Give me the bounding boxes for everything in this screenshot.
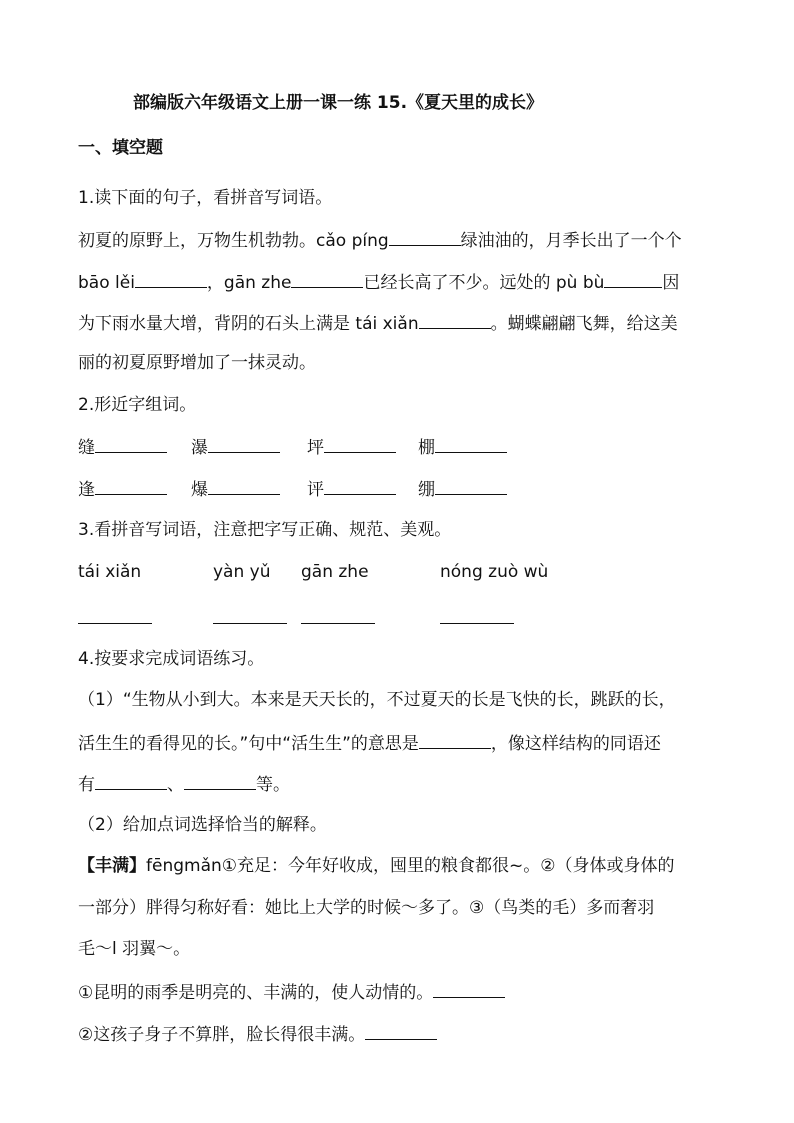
pinyin-label: yàn yǔ: [213, 562, 271, 582]
char-label: 坪: [307, 438, 324, 458]
question-4-part-1-line-1: （1）“生物从小到大。本来是天天长的，不过夏天的长是飞快的长，跳跃的长，: [78, 690, 676, 710]
answer-blank[interactable]: [435, 476, 507, 495]
answer-blank[interactable]: [95, 434, 167, 453]
char-item: [418, 434, 507, 460]
definition-line-2: 一部分）胖得匀称好看：她比上大学的时候～多了。③（鸟类的毛）多而奢羽: [78, 898, 655, 918]
definition-line-3: 毛～l 羽翼～。: [78, 939, 191, 959]
char-label: 逢: [78, 480, 95, 500]
question-4-part-1-line-3: [78, 771, 290, 797]
q4-text: 等。: [256, 775, 290, 795]
definition-line-1: [78, 854, 675, 878]
q1-text: 初夏的原野上，万物生机勃勃。cǎo píng: [78, 231, 389, 251]
char-label: 棚: [418, 438, 435, 458]
q1-text: 。蝴蝶翩翩飞舞，给这美: [490, 314, 678, 334]
q1-text: bāo lěi: [78, 273, 135, 293]
char-label: 爆: [191, 480, 208, 500]
answer-blank[interactable]: [604, 269, 662, 288]
q4-text: 、: [167, 775, 184, 795]
pinyin-label: tái xiǎn: [78, 562, 142, 582]
q4-text: ，像这样结构的同语还: [490, 734, 661, 754]
char-item: [191, 434, 280, 460]
answer-blank[interactable]: [365, 1021, 437, 1040]
char-label: 瀑: [191, 438, 208, 458]
answer-blank[interactable]: [208, 476, 280, 495]
sentence-2: [78, 1021, 437, 1047]
definition-text: fēngmǎn①充足：今年好收成，囤里的粮食都很~。②（身体或身体的: [146, 856, 675, 876]
answer-blank[interactable]: [301, 623, 375, 624]
answer-blank[interactable]: [389, 227, 461, 246]
char-label: 绷: [418, 480, 435, 500]
question-4-part-1-line-2: [78, 730, 661, 756]
answer-blank[interactable]: [184, 771, 256, 790]
answer-blank[interactable]: [324, 476, 396, 495]
sentence-1: [78, 979, 505, 1005]
char-item: [307, 476, 396, 502]
answer-blank[interactable]: [78, 623, 152, 624]
question-4-part-2: （2）给加点词选择恰当的解释。: [78, 815, 327, 835]
question-2-prompt: 2.形近字组词。: [78, 395, 197, 415]
answer-blank[interactable]: [135, 269, 207, 288]
section-heading: 一、填空题: [78, 138, 163, 158]
answer-blank[interactable]: [440, 623, 514, 624]
page-title: 部编版六年级语文上册一课一练 15.《夏天里的成长》: [133, 93, 544, 113]
char-item: [307, 434, 396, 460]
char-label: 缝: [78, 438, 95, 458]
answer-blank[interactable]: [95, 476, 167, 495]
q1-text: ，gān zhe: [206, 273, 292, 293]
answer-blank[interactable]: [435, 434, 507, 453]
answer-blank[interactable]: [419, 730, 491, 749]
q4-text: 有: [78, 775, 95, 795]
pinyin-label: nóng zuò wù: [440, 562, 549, 582]
question-1-line-4: 丽的初夏原野增加了一抹灵动。: [78, 353, 316, 373]
answer-blank[interactable]: [213, 623, 287, 624]
char-item: [78, 476, 167, 502]
sentence-text: ②这孩子身子不算胖，脸长得很丰满。: [78, 1025, 366, 1045]
char-item: [418, 476, 507, 502]
char-label: 评: [307, 480, 324, 500]
answer-blank[interactable]: [433, 979, 505, 998]
question-4-prompt: 4.按要求完成词语练习。: [78, 649, 265, 669]
question-1-line-2: [78, 269, 679, 295]
q1-text: 因: [662, 273, 680, 293]
question-1-line-1: [78, 227, 682, 253]
definition-headword: 【丰满】: [78, 856, 146, 876]
char-item: [78, 434, 167, 460]
q1-text: 绿油油的，月季长出了一个个: [460, 231, 682, 251]
answer-blank[interactable]: [419, 310, 491, 329]
answer-blank[interactable]: [208, 434, 280, 453]
char-item: [191, 476, 280, 502]
q1-text: 为下雨水量大增，背阴的石头上满是 tái xiǎn: [78, 314, 419, 334]
q4-text: 活生生的看得见的长。”句中“活生生”的意思是: [78, 734, 419, 754]
sentence-text: ①昆明的雨季是明亮的、丰满的，使人动情的。: [78, 983, 434, 1003]
question-3-prompt: 3.看拼音写词语，注意把字写正确、规范、美观。: [78, 520, 452, 540]
q1-text: 已经长高了不少。远处的 pù bù: [363, 273, 605, 293]
answer-blank[interactable]: [95, 771, 167, 790]
answer-blank[interactable]: [291, 269, 363, 288]
answer-blank[interactable]: [324, 434, 396, 453]
question-1-line-3: [78, 310, 678, 336]
question-1-prompt: 1.读下面的句子，看拼音写词语。: [78, 188, 333, 208]
pinyin-label: gān zhe: [301, 562, 369, 582]
